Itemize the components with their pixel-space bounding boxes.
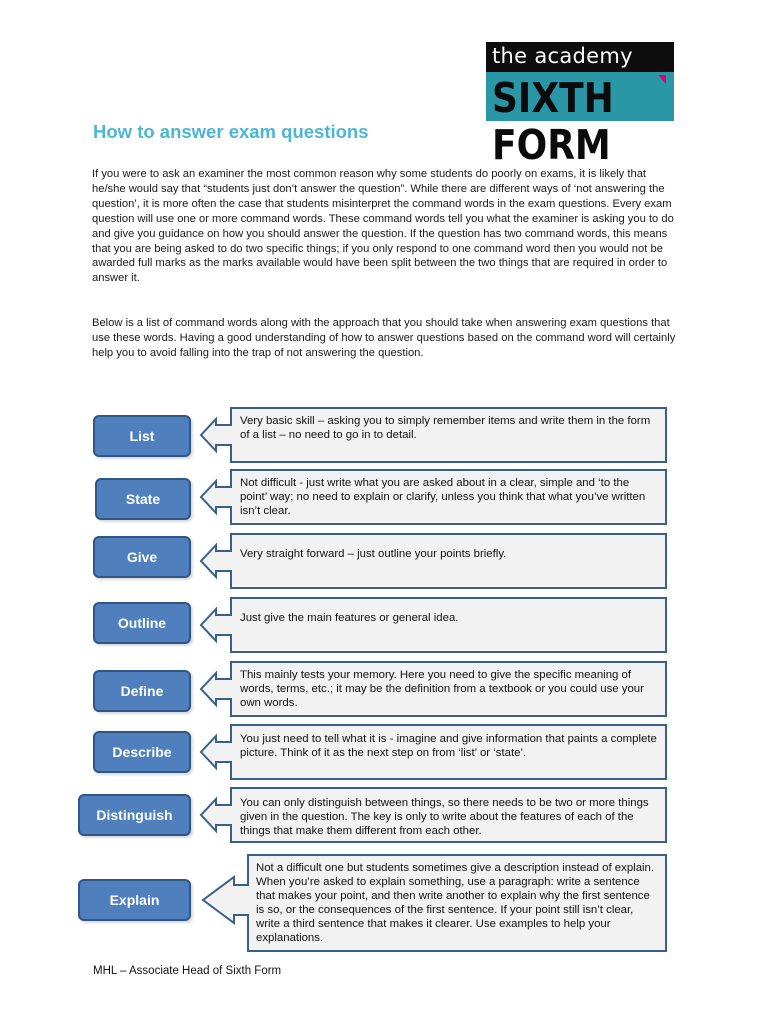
command-state: State xyxy=(95,478,191,520)
description-outline: Just give the main features or general idea. xyxy=(240,612,459,624)
command-describe: Describe xyxy=(93,731,191,773)
page-title: How to answer exam questions xyxy=(93,121,369,142)
description-state: Not difficult - just write what you are asked about in a clear, simple and ‘to the point’ way; no need to explain or clarify, unless you think that what you’ve written isn’t clear. xyxy=(240,477,646,517)
description-describe: You just need to tell what it is - imagine and give information that paints a complete picture. Think of it as the next step on from ‘list’ or ‘state’. xyxy=(240,733,657,759)
logo-line2: SIXTH FORM xyxy=(492,75,614,170)
description-distinguish: You can only distinguish between things, so there needs to be two or more things given in the question. The key is only to write about the features of each of the things that make them different from each other. xyxy=(240,797,649,837)
command-list: List xyxy=(93,415,191,457)
footer-author: MHL – Associate Head of Sixth Form xyxy=(93,965,282,977)
description-give: Very straight forward – just outline your points briefly. xyxy=(240,548,507,560)
command-outline: Outline xyxy=(93,602,191,644)
command-distinguish: Distinguish xyxy=(78,794,191,836)
callout-shape-outline xyxy=(201,598,666,652)
command-explain: Explain xyxy=(78,879,191,921)
command-define: Define xyxy=(93,670,191,712)
description-explain: Not a difficult one but students sometimes give a description instead of explain. When you’re asked to explain something, use a paragraph: write a sentence that makes your point, and then write another to explain why the first sentence is so, or the consequences of the first sentence. If your point still isn’t clear, write a third sentence that makes it clearer. Use examples to help your explanations. xyxy=(256,862,655,944)
command-list-intro-paragraph: Below is a list of command words along with the approach that you should take when answering exam questions that use these words. Having a good understanding of how to answer questions based on the command word will certainly help you to avoid falling into the trap of not answering the question. xyxy=(92,317,676,359)
description-define: This mainly tests your memory. Here you need to give the specific meaning of words, terms, etc.; it may be the definition from a textbook or you could use your own words. xyxy=(240,669,644,709)
command-give: Give xyxy=(93,536,191,578)
callout-shape-give xyxy=(201,534,666,588)
intro-paragraph: If you were to ask an examiner the most common reason why some students do poorly on exams, it is likely that he/she would say that “students just don’t answer the question”. While there are different ways of ‘not answering the question’, it is more often the case that students misinterpret the command words in the exam questions. Every exam question will use one or more command words. These command words tell you what the examiner is asking you to do and give you guidance on how you should answer the question. If the question has two command words, this means that you are being asked to do two specific things; if you only respond to one command word then you would not be awarded full marks as the marks available would have been split between the two things that are required in order to answer it. xyxy=(92,168,674,285)
description-list: Very basic skill – asking you to simply remember items and write them in the form of a list – no need to go in to detail. xyxy=(240,415,651,441)
logo-line1: the academy xyxy=(492,44,633,68)
